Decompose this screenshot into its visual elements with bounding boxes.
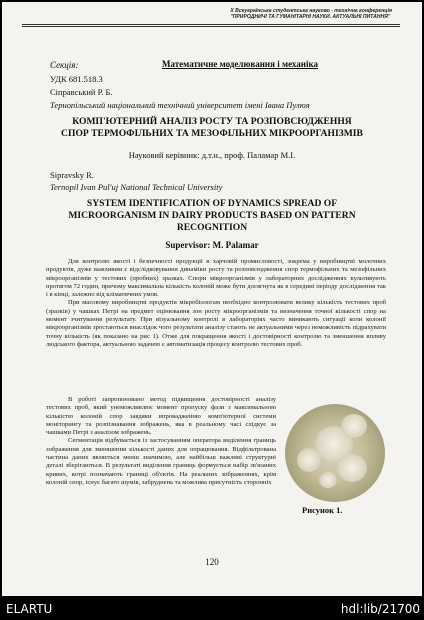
header-rule-2 xyxy=(22,26,400,27)
supervisor-en: Supervisor: M. Palamar xyxy=(165,240,259,250)
conference-header-line2: "ПРИРОДНИЧІ ТА ГУМАНІТАРНІ НАУКИ. АКТУАЛЬНІ ПИТАННЯ" xyxy=(230,14,391,20)
conference-header xyxy=(230,8,392,20)
udc-code: УДК 681.518.3 xyxy=(50,74,103,84)
body-paragraphs-left xyxy=(46,396,276,487)
title-ua xyxy=(2,116,422,140)
title-en-line1: SYSTEM IDENTIFICATION OF DYNAMICS SPREAD OF xyxy=(86,198,338,209)
colony xyxy=(297,448,321,472)
author-en: Sipravsky R. xyxy=(50,170,94,180)
paragraph-4: Сегментація відбувається із застосуванням оператора виділення границь зображення для зменшення кількості даних для опрацювання. Відфільтрована частина даних являється менш значимою, але найбільш важливі структурні деталі зберігаються. В результаті виділення границь формується набір зв'язаних кривих, котрі позначають границі об'єктів. На реальних зображеннях, крім колоній спор, існує багато шумів, забруднень та можлива присутність сторонніх xyxy=(46,437,276,486)
paragraph-2: При масовому виробництві продуктів мікробіологам необхідно контролювати велику кількість тестових проб (зразків) у чашках Петрі на предмет оцінювання зон росту мікроорганізмів та визначення точної кількості спор на момент зчитування результату. При візуальному контролі в лабораторіях часто виникають ситуації коли колонії мікроорганізмів зростаються внаслідок чого результати аналізу стають не актуальними через неможливість підрахувати точну кількість (як показано на рис 1). Отже для покращення якості і достовірності контролю та зменшення впливу людського фактора, актуальною задачею є автоматизація процесу контролю тестових проб. xyxy=(46,299,386,348)
paragraph-1: Для контролю якості і безпечності продукції в харчовій промисловості, зокрема у виробництві молочних продуктів, дуже важливим є відслідковування динаміки росту та розповсюдження спор термофільних та мезофільних мікроорганізмів у тестових (пробних) зразках. Спори мікроорганізмів у лабораторних дослідженнях культивують протягом 72 годин, причому максимальна кількість колоній може бути досягнута як в середині періоду дослідження так і в кінці, залежно від кліматичних умов. xyxy=(46,258,386,299)
conference-header-line1: X Всеукраїнська студентська науково - технічна конференція xyxy=(230,8,392,14)
colony xyxy=(337,454,367,482)
header-rule xyxy=(22,24,400,25)
figure-caption: Рисунок 1. xyxy=(302,505,343,515)
affiliation-ua: Тернопільський національний технічний університет імені Івана Пулюя xyxy=(50,100,310,110)
archive-footer xyxy=(0,598,424,620)
title-ua-line2: СПОР ТЕРМОФІЛЬНИХ ТА МЕЗОФІЛЬНИХ МІКРООРГАНІЗМІВ xyxy=(61,128,363,139)
handle-id: hdl:lib/21700 xyxy=(340,602,420,616)
document-page xyxy=(2,2,422,596)
title-en xyxy=(2,198,422,234)
title-en-line3: RECOGNITION xyxy=(176,222,248,233)
colony xyxy=(341,414,367,438)
body-paragraphs-top xyxy=(46,258,386,349)
page-number: 120 xyxy=(205,557,219,567)
supervisor-ua: Науковий керівник: д.т.н., проф. Паламар М.І. xyxy=(128,150,296,160)
section-title: Математичне моделювання і механіка xyxy=(162,59,319,69)
affiliation-en: Ternopil Ivan Pul'uj National Technical University xyxy=(50,182,223,192)
author-ua: Сіправський Р. Б. xyxy=(50,87,113,97)
title-en-line2: MICROORGANISM IN DAIRY PRODUCTS BASED ON PATTERN xyxy=(68,210,356,221)
paragraph-3: В роботі запропоновано метод підвищення достовірності аналізу тестових проб, який унеможливлює момент пропуску фази з максимальною кількістю колоній спор завдяки впровадженню комп'ютерної системи моніторингу та розпізнавання зображень, яка в реальному часі слідкує за чашками Петрі з аналізом зображень. xyxy=(46,396,276,437)
petri-dish-image xyxy=(285,404,385,502)
colony xyxy=(319,472,337,488)
repository-name: ELARTU xyxy=(6,602,53,616)
section-label: Секція: xyxy=(50,60,79,70)
title-ua-line1: КОМП'ЮТЕРНИЙ АНАЛІЗ РОСТУ ТА РОЗПОВСЮДЖЕННЯ xyxy=(72,116,352,127)
